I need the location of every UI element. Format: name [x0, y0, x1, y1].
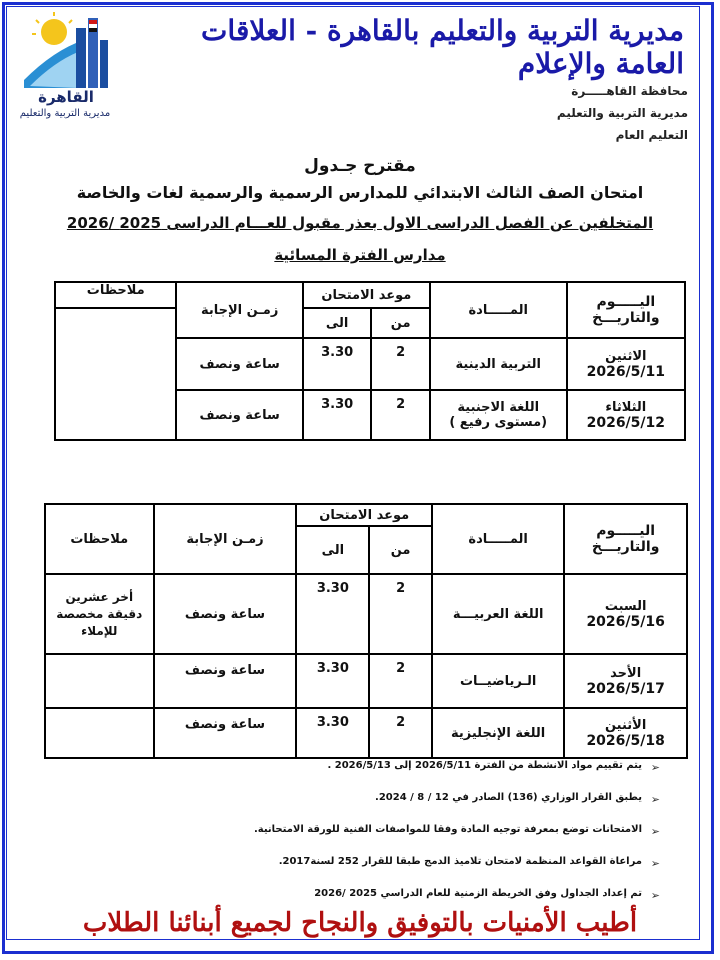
- ministry-line-governorate: محافظة القاهـــــرة: [571, 84, 688, 98]
- from-cell: 2: [369, 574, 432, 654]
- from-cell: 2: [369, 654, 432, 708]
- table-row: [45, 654, 687, 708]
- proposal-heading: مقترح جـدول: [304, 156, 416, 176]
- to-cell: 3.30: [303, 390, 372, 440]
- day-date-cell: السبت 2026/5/16: [564, 574, 687, 654]
- header-to: الى: [296, 526, 369, 574]
- to-cell: 3.30: [296, 708, 369, 758]
- exam-heading-line2: المتخلفين عن الفصل الدراسى الاول بعذر مقبول للعـــام الدراسى 2025 /2026: [66, 214, 654, 232]
- list-item: ➢ الامتحانات توضع بمعرفة توجيه المادة وفقا للمواصفات الفنية للورقة الامتحانية.: [253, 824, 660, 838]
- schedule-table-2: [44, 503, 688, 759]
- day-date-cell: الأثنين 2026/5/18: [564, 708, 687, 758]
- note-cell: [45, 654, 154, 708]
- list-item: ➢ يطبق القرار الوزاري (136) الصادر في 12 / 8 / 2024.: [375, 792, 660, 806]
- schedule-table-1: [54, 281, 686, 441]
- day-date-cell: الثلاثاء 2026/5/12: [567, 390, 685, 440]
- subject-cell: اللغة الاجنبية (مستوى رفيع ): [430, 390, 567, 440]
- footer-wishes: أطيب الأمنيات بالتوفيق والنجاح لجميع أبنائنا الطلاب: [82, 908, 638, 938]
- page-title: مديرية التربية والتعليم بالقاهرة - العلاقات العامة والإعلام: [201, 14, 684, 80]
- from-cell: 2: [369, 708, 432, 758]
- from-cell: 2: [371, 390, 429, 440]
- day-date-cell: الاثنين 2026/5/11: [567, 338, 685, 390]
- subject-cell: اللغة العربيـــة: [432, 574, 564, 654]
- subject-cell: الـرياضيــات: [432, 654, 564, 708]
- table-row: [45, 708, 687, 758]
- exam-heading-line3: مدارس الفترة المسائية: [274, 246, 446, 264]
- duration-cell: ساعة ونصف: [154, 708, 297, 758]
- header-notes: ملاحظات: [55, 282, 176, 308]
- logo-text: القاهرة: [38, 88, 94, 106]
- header-answer-time: زمـن الإجابة: [154, 504, 297, 574]
- table-row: [45, 574, 687, 654]
- arrow-bullet-icon: ➢: [650, 889, 660, 902]
- arrow-bullet-icon: ➢: [650, 857, 660, 870]
- from-cell: 2: [371, 338, 429, 390]
- arrow-bullet-icon: ➢: [650, 761, 660, 774]
- arrow-bullet-icon: ➢: [650, 793, 660, 806]
- notes-cell: [55, 308, 176, 440]
- note-cell: [45, 708, 154, 758]
- list-item: ➢ مراعاة القواعد المنظمة لامتحان تلاميذ الدمج طبقا للقرار 252 لسنة2017.: [278, 856, 660, 870]
- header-notes: ملاحظات: [45, 504, 154, 574]
- header-exam-time: موعد الامتحان: [296, 504, 432, 526]
- list-item: ➢ يتم تقييم مواد الانشطة من الفترة 2026/5/11 إلى 2026/5/13 .: [327, 760, 660, 774]
- notes-list: [50, 758, 660, 918]
- to-cell: 3.30: [296, 574, 369, 654]
- header-subject: المـــــادة: [432, 504, 564, 574]
- subject-cell: اللغة الإنجليزية: [432, 708, 564, 758]
- header-day-date: اليـــــوم والتاريـــخ: [567, 282, 685, 338]
- header-subject: المـــــادة: [430, 282, 567, 338]
- ministry-line-directorate: مديرية التربية والتعليم: [556, 106, 688, 120]
- note-cell: أخر عشرين دقيقة مخصصة للإملاء: [45, 574, 154, 654]
- header-from: من: [371, 308, 429, 338]
- duration-cell: ساعة ونصف: [176, 390, 302, 440]
- logo-subtext: مديرية التربية والتعليم: [19, 108, 111, 119]
- duration-cell: ساعة ونصف: [154, 654, 297, 708]
- to-cell: 3.30: [303, 338, 372, 390]
- ministry-line-general-education: التعليم العام: [615, 128, 688, 142]
- header-answer-time: زمـن الإجابة: [176, 282, 302, 338]
- to-cell: 3.30: [296, 654, 369, 708]
- list-item: ➢ تم إعداد الجداول وفق الخريطة الزمنية للعام الدراسي 2025 /2026: [314, 888, 660, 902]
- header-from: من: [369, 526, 432, 574]
- exam-heading-line1: امتحان الصف الثالث الابتدائي للمدارس الرسمية والرسمية لغات والخاصة: [76, 183, 644, 202]
- header-day-date: اليـــــوم والتاريـــخ: [564, 504, 687, 574]
- day-date-cell: الأحد 2026/5/17: [564, 654, 687, 708]
- duration-cell: ساعة ونصف: [176, 338, 302, 390]
- arrow-bullet-icon: ➢: [650, 825, 660, 838]
- header-exam-time: موعد الامتحان: [303, 282, 430, 308]
- duration-cell: ساعة ونصف: [154, 574, 297, 654]
- subject-cell: التربية الدينية: [430, 338, 567, 390]
- logo-emblem-icon: [14, 10, 120, 100]
- header-to: الى: [303, 308, 372, 338]
